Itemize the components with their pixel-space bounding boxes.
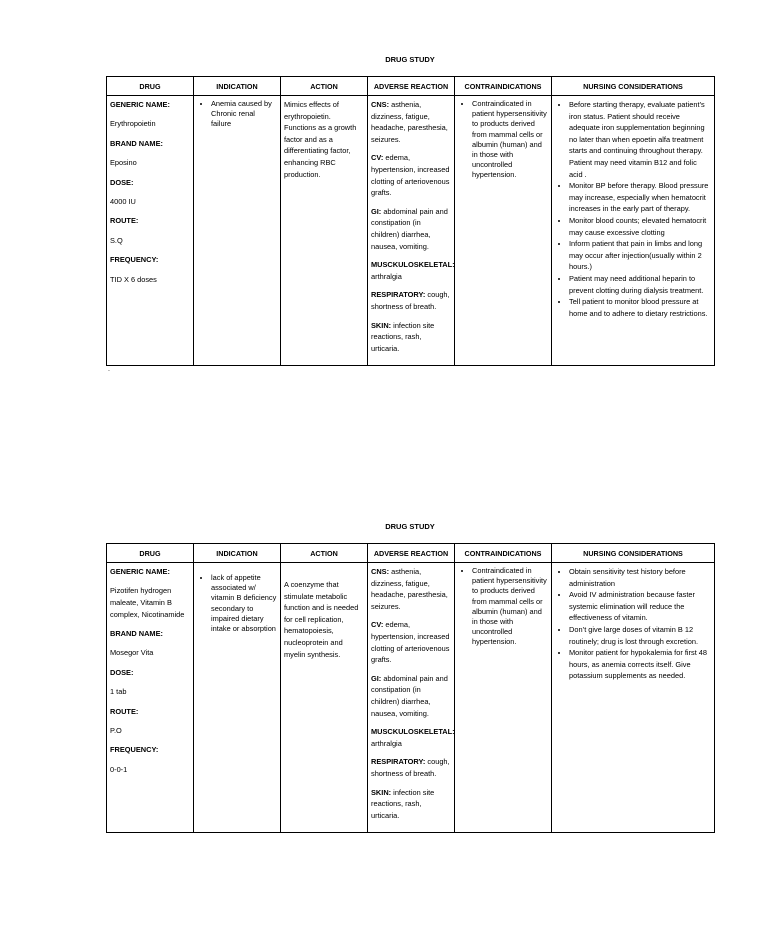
study-title: DRUG STUDY [385, 55, 435, 64]
header-contraindications: CONTRAINDICATIONS [455, 544, 552, 563]
header-action: ACTION [281, 77, 368, 96]
dose-value: 4000 IU [110, 196, 136, 206]
frequency-value: 0-0-1 [110, 764, 128, 774]
adverse-skin: SKIN: infection site reactions, rash, urticaria. [371, 787, 435, 820]
route-label: ROUTE: [110, 706, 139, 716]
frequency-label: FREQUENCY: [110, 745, 159, 755]
nursing-considerations-cell [552, 96, 715, 366]
table-row [107, 563, 715, 833]
nursing-considerations-cell [552, 563, 715, 833]
generic-name-value: Pizotifen hydrogen maleate, Vitamin B complex, Nicotinamide [110, 586, 185, 619]
brand-name-label: BRAND NAME: [110, 138, 163, 148]
table-header-row [107, 77, 715, 96]
dose-label: DOSE: [110, 667, 134, 677]
generic-name-label: GENERIC NAME: [110, 100, 170, 109]
nursing-item: • Obtain sensitivity test history before administration [569, 566, 711, 589]
generic-name-value: Erythropoietin [110, 119, 156, 129]
adverse-gi: GI: abdominal pain and constipation (in children) diarrhea, nausea, vomiting. [371, 206, 448, 251]
action-cell [281, 563, 368, 833]
adverse-cns: CNS: asthenia, dizziness, fatigue, headache, paresthesia, seizures. [371, 567, 448, 611]
header-contraindications: CONTRAINDICATIONS [455, 77, 552, 96]
adverse-musculoskeletal: MUSCKULOSKELETAL: arthralgia [371, 260, 455, 281]
header-nursing-considerations: NURSING CONSIDERATIONS [552, 77, 715, 96]
nursing-item: • Monitor blood counts; elevated hematocrit may cause excessive clotting [569, 215, 711, 238]
frequency-value: TID X 6 doses [110, 274, 157, 284]
adverse-musculoskeletal: MUSCKULOSKELETAL: arthralgia [371, 727, 455, 748]
header-nursing-considerations: NURSING CONSIDERATIONS [552, 544, 715, 563]
adverse-respiratory: RESPIRATORY: cough, shortness of breath. [371, 757, 450, 778]
generic-name-label: GENERIC NAME: [110, 567, 170, 576]
contraindications-cell [455, 563, 552, 833]
drug-study-table [106, 76, 715, 366]
adverse-cv: CV: edema, hypertension, increased clotting of arteriovenous grafts. [371, 620, 450, 665]
route-label: ROUTE: [110, 216, 139, 226]
stray-mark: . [108, 366, 110, 373]
header-adverse-reaction: ADVERSE REACTION [368, 77, 455, 96]
header-adverse-reaction: ADVERSE REACTION [368, 544, 455, 563]
brand-name-value: Eposino [110, 158, 137, 168]
nursing-item: • Monitor BP before therapy. Blood pressure may increase, especially when hematocrit increases in the early part of therapy. [569, 180, 711, 215]
contraindication-item: • Contraindicated in patient hypersensitivity to products derived from mammal cells or albumin (human) and in those with uncontrolled hypertension. [472, 566, 548, 648]
nursing-item: • Before starting therapy, evaluate patient’s iron status. Patient should receive adequate iron supplementation beginning no later than when epoetin alfa treatment starts and continuing throughout therapy. Patient may need vitamin B12 and folic acid . [569, 99, 711, 180]
nursing-item: • Don’t give large doses of vitamin B 12 routinely; drug is lost through excretion. [569, 624, 711, 647]
adverse-respiratory: RESPIRATORY: cough, shortness of breath. [371, 290, 450, 311]
nursing-item: • Monitor patient for hypokalemia for first 48 hours, as anemia corrects itself. Give potassium supplements as needed. [569, 647, 711, 682]
nursing-item: • Avoid IV administration because faster systemic elimination will reduce the effectiveness of vitamin. [569, 589, 711, 624]
table-header-row [107, 544, 715, 563]
nursing-item: • Tell patient to monitor blood pressure at home and to adhere to dietary restrictions. [569, 296, 711, 319]
study-title: DRUG STUDY [385, 522, 435, 531]
brand-name-label: BRAND NAME: [110, 628, 163, 638]
drug-cell [107, 563, 194, 833]
route-value: S.Q [110, 235, 123, 245]
drug-study-table [106, 543, 715, 833]
dose-label: DOSE: [110, 177, 134, 187]
indication-item: • lack of appetite associated w/ vitamin B deficiency secondary to impaired dietary intake or absorption [211, 573, 277, 634]
indication-cell [194, 563, 281, 833]
header-drug: DRUG [107, 77, 194, 96]
action-text: A coenzyme that stimulate metabolic function and is needed for cell replication, hematopoiesis, nucleoprotein and myelin synthesis. [284, 580, 359, 659]
contraindication-item: • Contraindicated in patient hypersensitivity to products derived from mammal cells or albumin (human) and in those with uncontrolled hypertension. [472, 99, 548, 181]
nursing-item: • Patient may need additional heparin to prevent clotting during dialysis treatment. [569, 273, 711, 296]
frequency-label: FREQUENCY: [110, 255, 159, 265]
action-cell: Mimics effects of erythropoietin. Functions as a growth factor and as a differentiating factor, enhancing RBC production. [281, 96, 368, 366]
dose-value: 1 tab [110, 687, 127, 697]
adverse-gi: GI: abdominal pain and constipation (in children) diarrhea, nausea, vomiting. [371, 673, 448, 718]
brand-name-value: Mosegor Vita [110, 648, 154, 658]
adverse-cns: CNS: asthenia, dizziness, fatigue, headache, paresthesia, seizures. [371, 100, 448, 144]
indication-item: • Anemia caused by Chronic renal failure [211, 99, 277, 130]
indication-cell [194, 96, 281, 366]
header-drug: DRUG [107, 544, 194, 563]
header-action: ACTION [281, 544, 368, 563]
nursing-item: • Inform patient that pain in limbs and long may occur after injection(usually within 2 hours.) [569, 238, 711, 273]
adverse-reaction-cell [368, 96, 455, 366]
adverse-cv: CV: edema, hypertension, increased clotting of arteriovenous grafts. [371, 153, 450, 198]
route-value: P.O [110, 725, 122, 735]
header-indication: INDICATION [194, 544, 281, 563]
adverse-skin: SKIN: infection site reactions, rash, urticaria. [371, 320, 435, 353]
adverse-reaction-cell [368, 563, 455, 833]
table-row [107, 96, 715, 366]
header-indication: INDICATION [194, 77, 281, 96]
contraindications-cell [455, 96, 552, 366]
drug-cell [107, 96, 194, 366]
